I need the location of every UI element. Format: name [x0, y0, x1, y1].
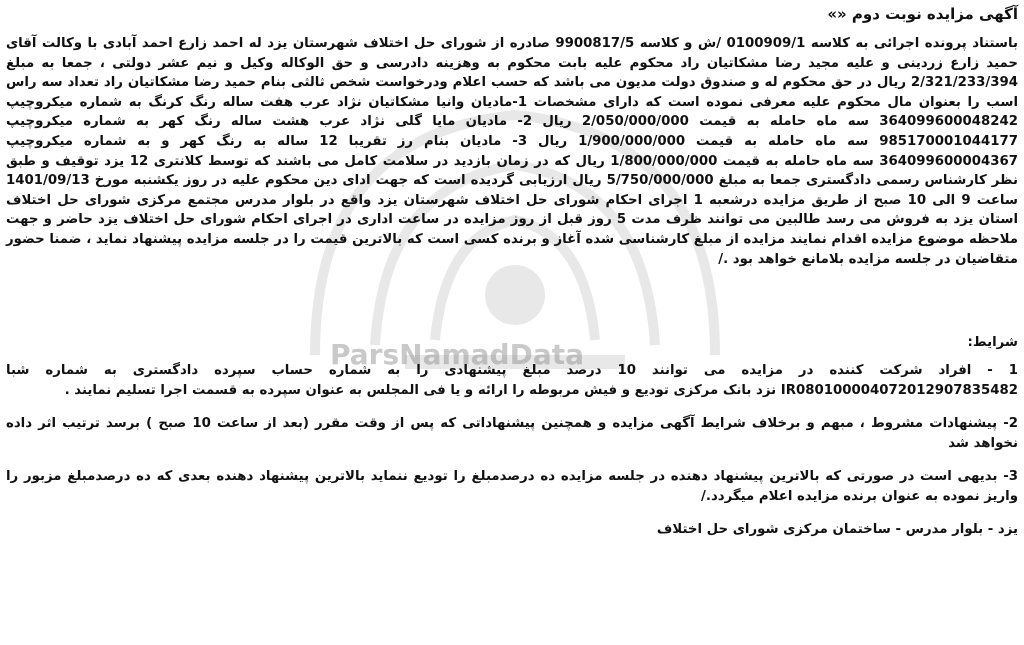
- conditions-heading: شرایط:: [967, 335, 1018, 351]
- auction-notice: [6, 4, 1018, 540]
- notice-body: باستناد پرونده اجرائی به کلاسه 0100909/1 /ش و کلاسه 9900817/5 صادره از شورای حل اختلاف شهرستان یزد له احمد زارع احمد آبادی با وکالت آقای حمید زارع زردینی و علیه مجید رضا مشکاتیان راد محکوم علیه بابت محکوم به وهزینه دادرسی و حق الوکاله وکیل و نیم عشر دولتی ، جمعا به مبلغ 2/321/233/394 ریال در حق محکوم له و صندوق دولت مدیون می باشد که حسب اعلام ودرخواست شخص ثالثی بنام حمید رضا مشکاتیان راد تعداد سه راس اسب را بعنوان مال محکوم علیه معرفی نموده است که دارای مشخصات 1-مادیان وانیا مشکاتیان نژاد عرب هفت ساله رنگ کرنگ به شماره میکروچیپ 364099600048242 سه ماه حامله به قیمت 2/050/000/000 ریال 2- مادیان مایا گلی نژاد عرب هشت ساله رنگ کهر به شماره میکروچیپ 985170001044177 سه ماه حامله به قیمت 1/900/000/000 ریال 3- مادیان بنام رز تقریبا 12 ساله به رنگ کهر و به شماره میکروچیپ 364099600004367 سه ماه حامله به قیمت 1/800/000/000 ریال که در زمان بازدید در سلامت کامل می باشند که توسط کلانتری 12 یزد توقیف و طبق نظر کارشناس رسمی دادگستری جمعا به مبلغ 5/750/000/000 ریال ارزیابی گردیده است که جهت ادای دین محکوم علیه در روز یکشنبه مورخ 1401/09/13 ساعت 9 الی 10 صبح از طریق مزایده درشعبه 1 اجرای احکام شورای حل اختلاف شهرستان یزد واقع در بلوار مدرس مجتمع مرکزی شورای حل اختلاف استان یزد به فروش می رسد طالبین می توانند ظرف مدت 5 روز قبل از روز مزایده در ساعت اداری در اجرای احکام شورای حل اختلاف یزد حاضر و جهت ملاحظه موضوع مزایده اقدام نمایند مزایده از مبلغ کارشناسی شده آغاز و برنده کسی است که بالاترین قیمت را در جلسه مزایده پیشنهاد نماید ، ضمنا حضور متقاضیان در جلسه مزایده بلامانع خواهد بود ./: [6, 36, 1019, 267]
- condition-item-1: 1 - افراد شرکت کننده در مزایده می توانند 10 درصد مبلغ پیشنهادی را به شماره حساب سپرده دادگستری به شماره شبا IR080100004072012907835482 نزد بانک مرکزی تودیع و فیش مربوطه را ارائه و یا فی المجلس به عنوان سپرده به قسمت اجرا تسلیم نمایند .: [6, 363, 1018, 399]
- condition-item-3: 3- بدیهی است در صورتی که بالاترین پیشنهاد دهنده در جلسه مزایده ده درصدمبلغ را تودیع ننماید بالاترین پیشنهاد دهنده بعدی که ده درصدمبلغ مزبور را واریز نموده به عنوان برنده مزایده اعلام میگردد./: [6, 469, 1018, 505]
- watermark-text: ParsNamadData: [330, 338, 584, 371]
- notice-title: آگهی مزایده نوبت دوم «»: [827, 5, 1018, 23]
- condition-item-2: 2- پیشنهادات مشروط ، مبهم و برخلاف شرایط آگهی مزایده و همچنین پیشنهاداتی که پس از وقت مقرر (بعد از ساعت 10 صبح ) برسد ترتیب اثر داده نخواهد شد: [6, 416, 1019, 452]
- address-line: یزد - بلوار مدرس - ساختمان مرکزی شورای حل اختلاف: [656, 522, 1018, 538]
